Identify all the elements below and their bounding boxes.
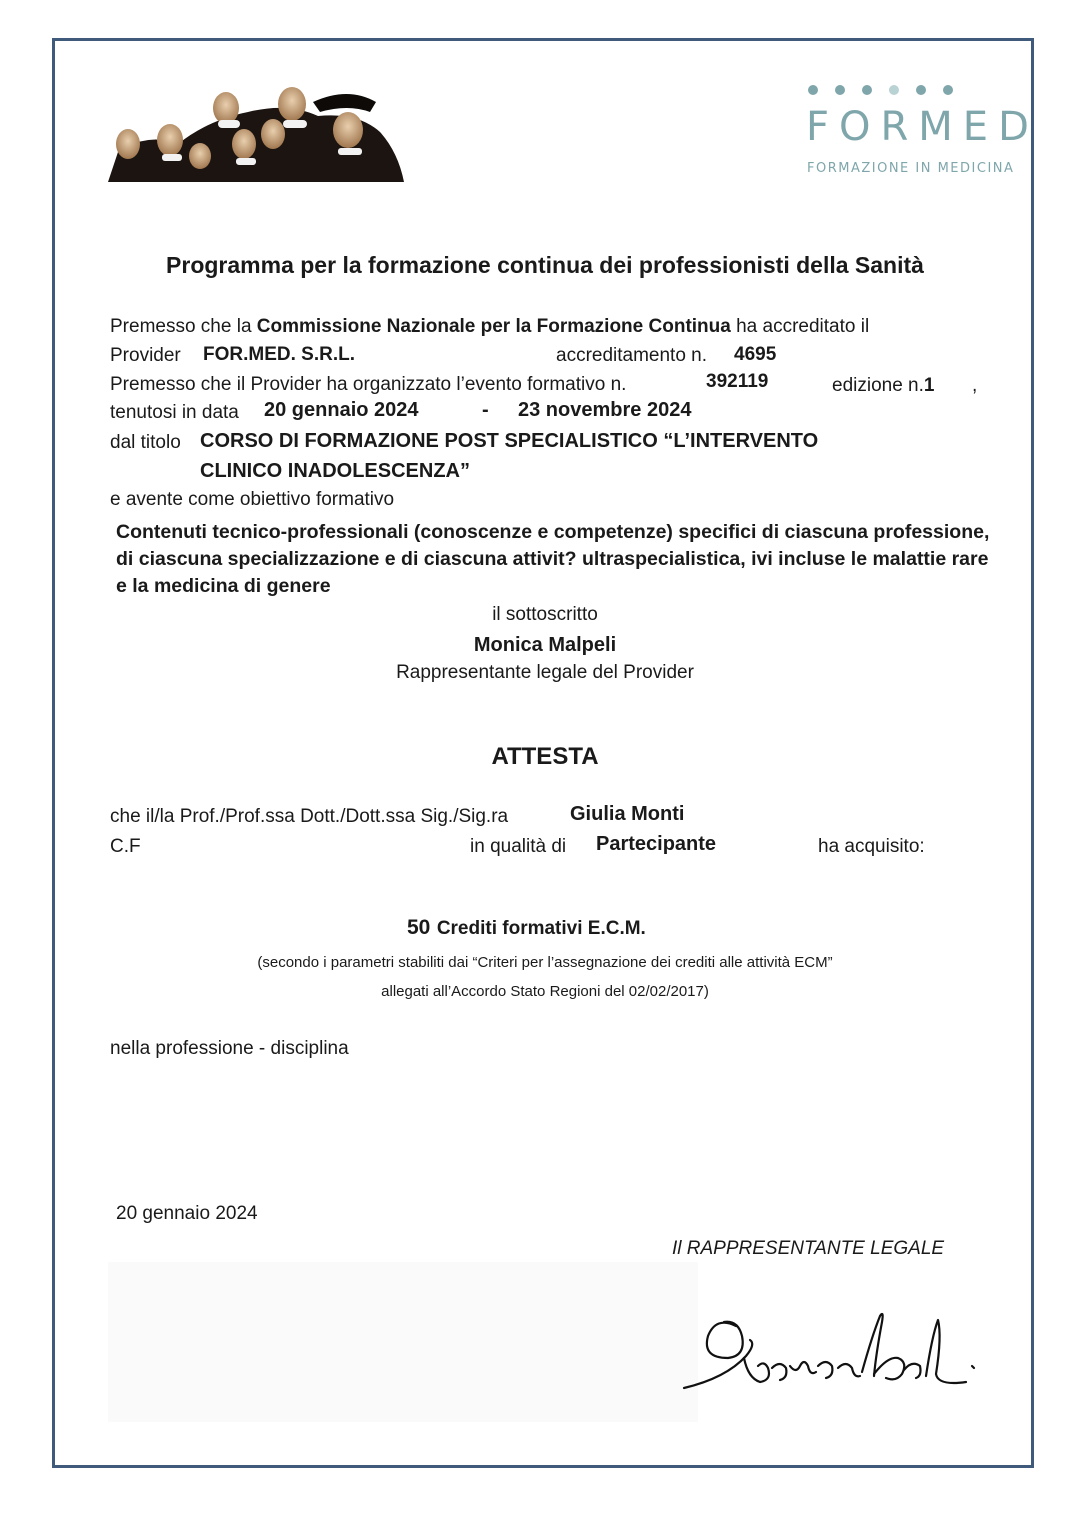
objective-text: Contenuti tecnico-professionali (conoscenze e competenze) specifici di ciascuna professione, di ciascuna specializzazione e di ciascuna attivit? ultraspecialistica, ivi incluse le malattie rare e la medicina di genere [116,521,990,597]
provider-label: Provider [110,345,181,366]
event-number: 392119 [706,371,769,392]
issue-date: 20 gennaio 2024 [116,1203,258,1224]
title-label: dal titolo [110,432,181,453]
date-label: tenutosi in data [110,402,239,423]
signature-shadow-area [108,1262,698,1422]
attesta-heading: ATTESTA [491,743,599,770]
credits-label: Crediti formativi E.C.M. [436,918,646,939]
premise-line-1: Premesso che la Commissione Nazionale per la Formazione Continua ha accreditato il [110,316,870,337]
objective-label: e avente come obiettivo formativo [110,489,395,510]
formed-logo-subtitle: FORMAZIONE IN MEDICINA [807,161,1015,176]
recipient-label: che il/la Prof./Prof.ssa Dott./Dott.ssa Sig./Sig.ra [110,806,509,827]
edition-comma: , [972,375,978,396]
edition-number: 1 [923,375,935,396]
signatory-name: Monica Malpeli [473,634,617,656]
provider-name: FOR.MED. S.R.L. [203,344,355,365]
event-label: Premesso che il Provider ha organizzato l’evento formativo n. [110,374,627,395]
cf-label: C.F [110,836,141,857]
acquired-label: ha acquisito: [818,836,925,857]
date-separator: - [482,399,489,421]
signatory-role: Rappresentante legale del Provider [396,662,694,683]
criteria-note-line-1: (secondo i parametri stabiliti dai “Criteri per l’assegnazione dei crediti alle attività ECM” [257,954,833,971]
date-start: 20 gennaio 2024 [264,399,419,421]
signatory-intro: il sottoscritto [492,604,598,625]
legal-rep-label: Il RAPPRESENTANTE LEGALE [672,1238,945,1259]
quality-label: in qualità di [470,836,567,857]
date-end: 23 novembre 2024 [518,399,692,421]
criteria-note-line-2: allegati all’Accordo Stato Regioni del 02/02/2017) [381,983,709,1000]
profession-label: nella professione - disciplina [110,1038,349,1059]
handwritten-signature [676,1296,986,1416]
course-title-line-2: CLINICO INADOLESCENZA” [200,460,470,482]
credits-line [407,916,646,940]
course-title-line-1: CORSO DI FORMAZIONE POST SPECIALISTICO “L’INTERVENTO [200,430,819,452]
page-title: Programma per la formazione continua dei professionisti della Sanità [166,252,924,278]
formed-logo-dots [806,82,976,98]
recipient-name: Giulia Monti [570,803,685,825]
edition-label: edizione n.1 [832,375,935,396]
painting-logo [108,72,404,182]
accreditation-number: 4695 [734,344,777,365]
quality-value: Partecipante [596,833,717,855]
accreditation-label: accreditamento n. [556,345,708,366]
commission-name: Commissione Nazionale per la Formazione Continua [256,316,731,337]
formed-logo-word: FORMED [806,104,1039,150]
credits-number: 50 [407,916,431,939]
